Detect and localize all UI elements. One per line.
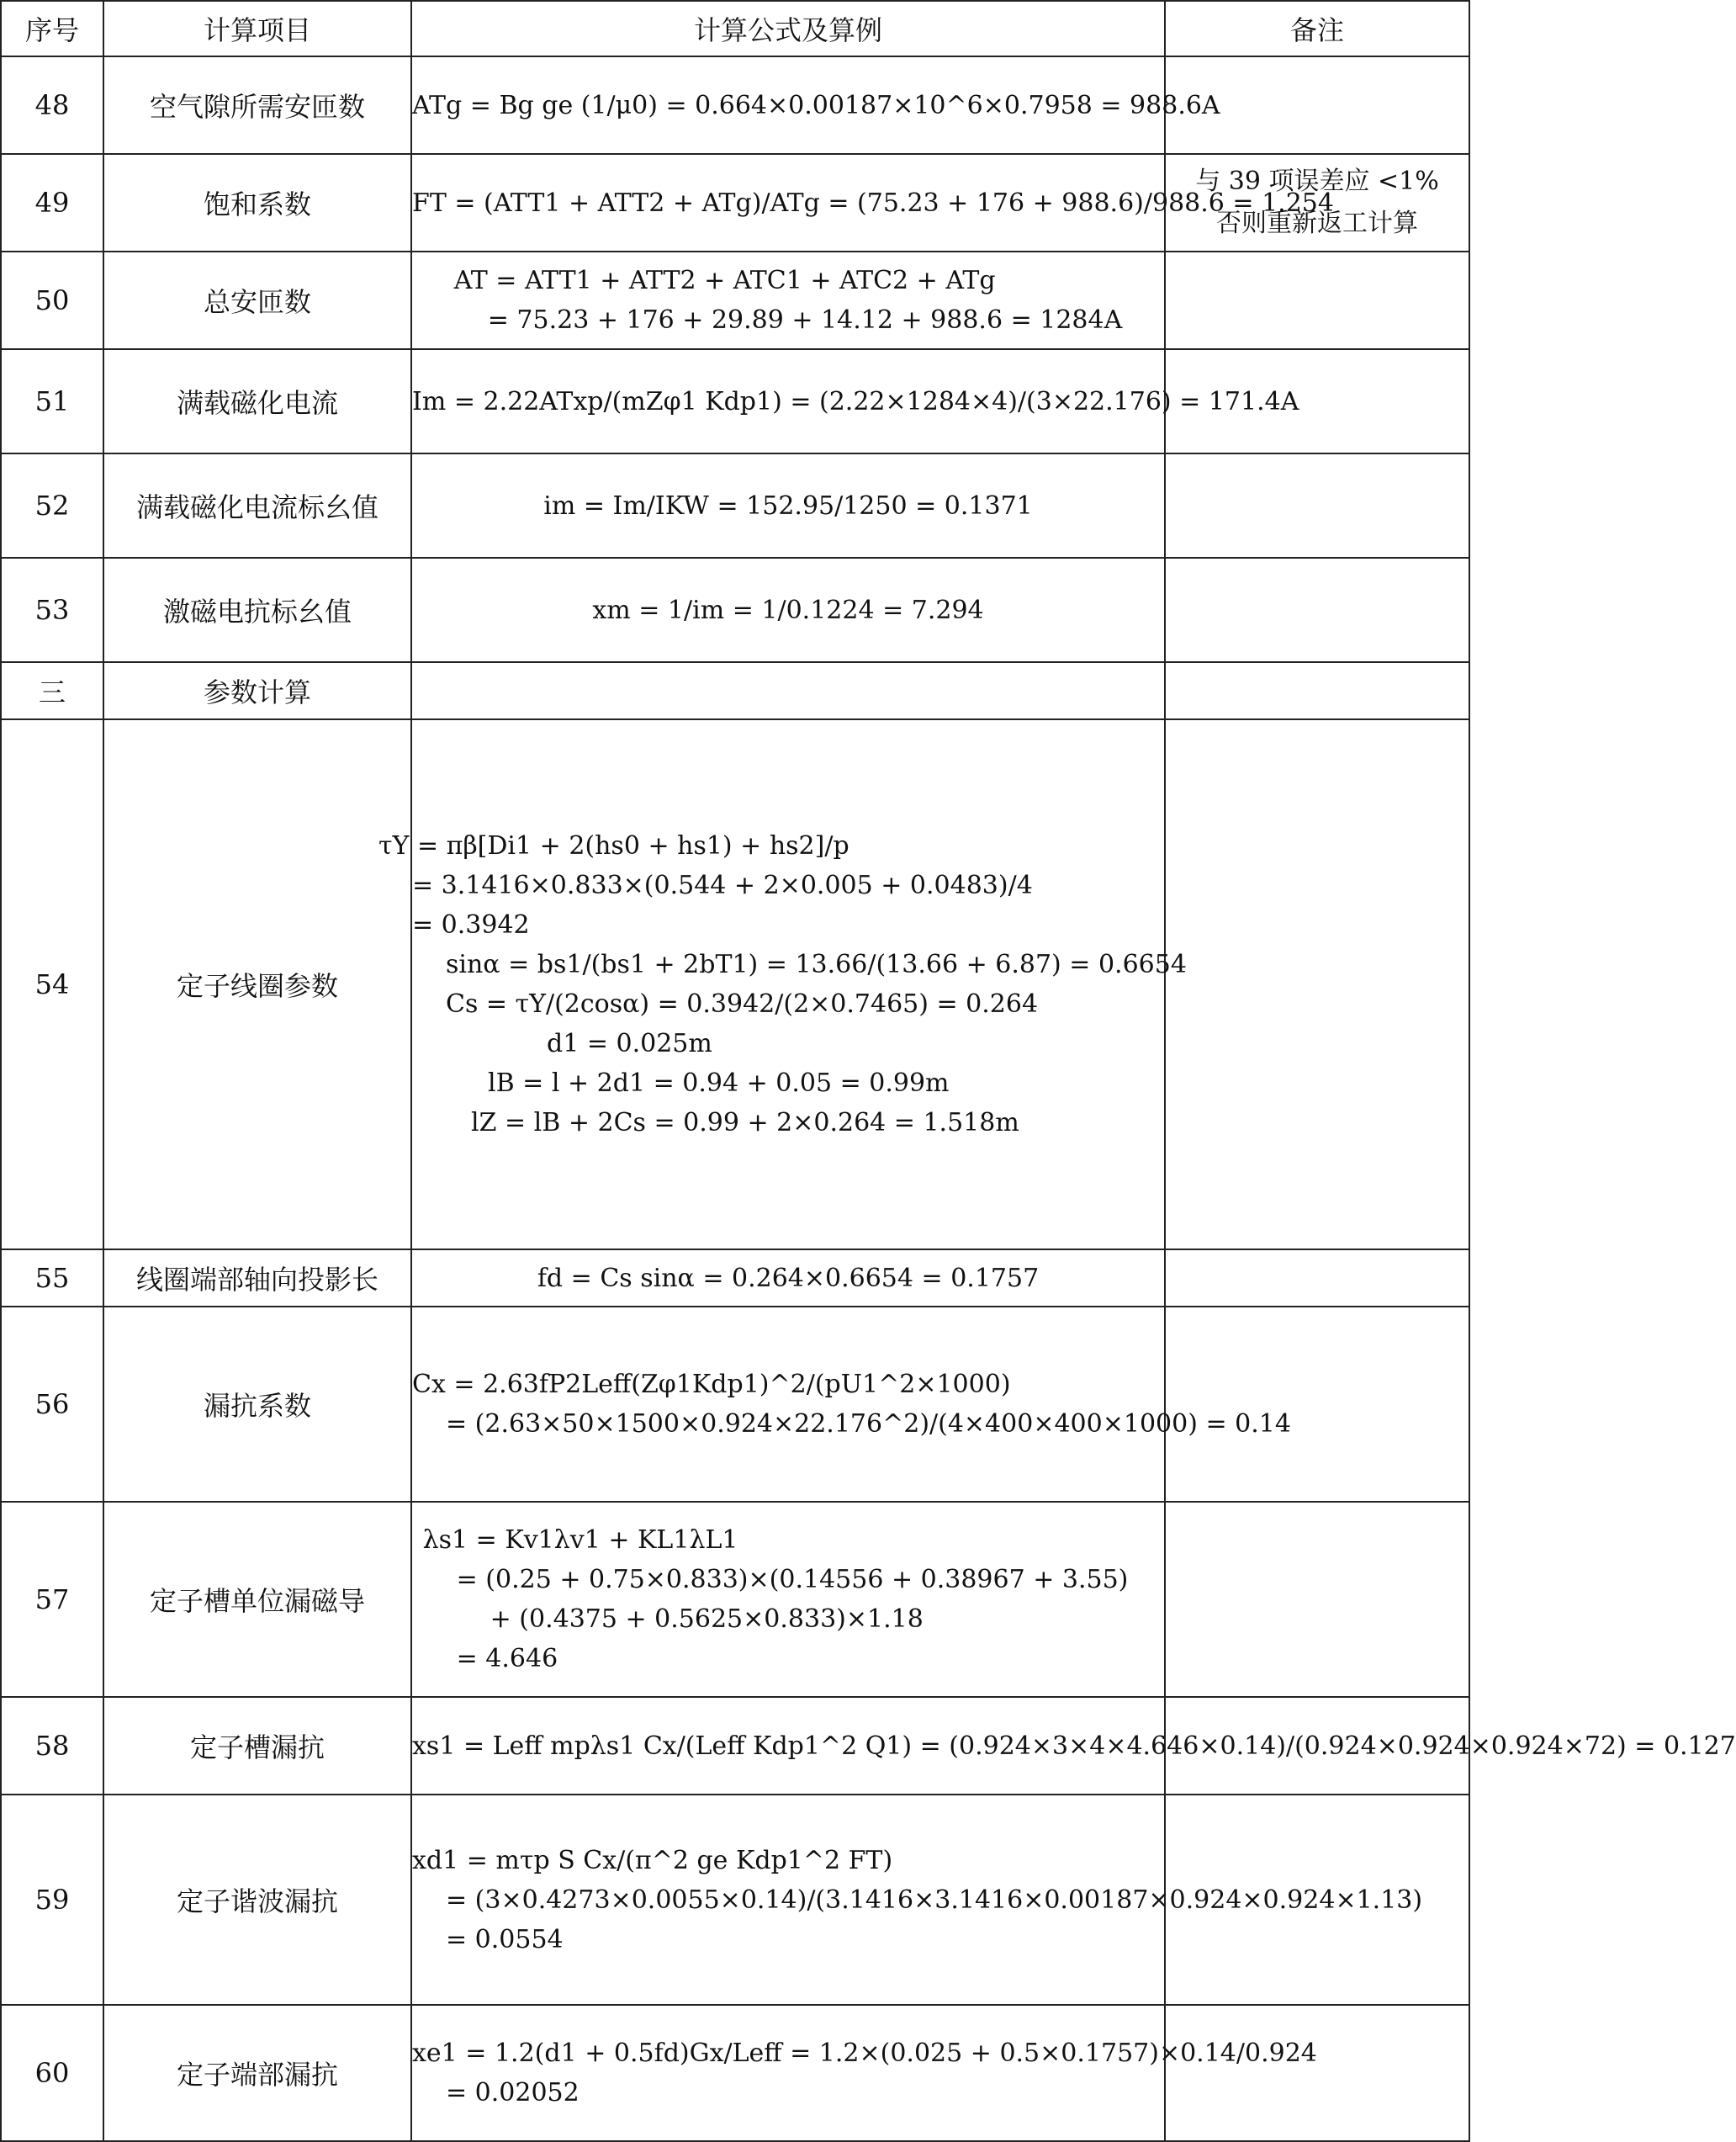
formula-line: AT = ATT1 + ATT2 + ATC1 + ATC2 + ATg — [453, 266, 996, 295]
row-item: 定子槽漏抗 — [103, 1697, 411, 1795]
formula-line: = (0.25 + 0.75×0.833)×(0.14556 + 0.38967 + 3.55) — [456, 1565, 1129, 1594]
formula-line: = (2.63×50×1500×0.924×22.176^2)/(4×400×400×1000) = 0.14 — [446, 1409, 1291, 1439]
table-row — [1, 1249, 1469, 1307]
row-num: 60 — [1, 2005, 103, 2141]
formula-line: = (3×0.4273×0.0055×0.14)/(3.1416×3.1416×0.00187×0.924×0.924×1.13) — [446, 1885, 1423, 1915]
formula-block — [412, 2033, 1317, 2113]
row-item: 满载磁化电流标幺值 — [103, 453, 411, 558]
row-formula — [411, 453, 1165, 558]
row-item: 定子端部漏抗 — [103, 2005, 411, 2141]
row-formula — [411, 56, 1220, 154]
section-row — [1, 662, 1469, 719]
table-row — [1, 56, 1469, 154]
row-num: 51 — [1, 349, 103, 453]
row-num: 52 — [1, 453, 103, 558]
table-row — [1, 2005, 1469, 2141]
formula-line: = 0.0554 — [446, 1924, 564, 1954]
formula-block — [423, 1520, 1129, 1678]
formula-line: xs1 = Leff mpλs1 Cx/(Leff Kdp1^2 Q1) = (0.924×3×4×4.646×0.14)/(0.924×0.924×0.924×72) = 0.127 — [412, 1731, 1736, 1761]
table-row — [1, 252, 1469, 349]
formula-line: d1 = 0.025m — [547, 1029, 712, 1058]
row-note — [1165, 662, 1469, 719]
row-num: 49 — [1, 154, 103, 252]
header-formula: 计算公式及算例 — [411, 1, 1165, 56]
row-note — [1165, 453, 1469, 558]
row-formula — [411, 1502, 1165, 1697]
formula-line: FT = (ATT1 + ATT2 + ATg)/ATg = (75.23 + 176 + 988.6)/988.6 = 1.254 — [412, 188, 1334, 218]
formula-line: lZ = lB + 2Cs = 0.99 + 2×0.264 = 1.518m — [471, 1108, 1019, 1137]
row-formula — [411, 1697, 1736, 1795]
row-item: 定子谐波漏抗 — [103, 1795, 411, 2005]
formula-block — [454, 261, 1123, 340]
formula-line: = 3.1416×0.833×(0.544 + 2×0.005 + 0.0483)/4 — [412, 871, 1033, 900]
row-num: 53 — [1, 558, 103, 662]
table-row — [1, 349, 1469, 453]
formula-block — [537, 1259, 1039, 1298]
formula-line: = 0.02052 — [446, 2078, 580, 2108]
formula-line: xe1 = 1.2(d1 + 0.5fd)Gx/Leff = 1.2×(0.025 + 0.5×0.1757)×0.14/0.924 — [412, 2039, 1317, 2068]
formula-line: = 0.3942 — [412, 910, 530, 940]
row-formula — [411, 349, 1299, 453]
formula-line: = 4.646 — [456, 1644, 558, 1673]
row-item: 空气隙所需安匝数 — [103, 56, 411, 154]
note-text: 与 39 项误差应 <1% 否则重新返工计算 — [1195, 167, 1439, 238]
row-note — [1165, 1249, 1469, 1307]
formula-block — [412, 382, 1299, 422]
formula-line: τY = πβ[Di1 + 2(hs0 + hs1) + hs2]/p — [378, 831, 849, 861]
row-note — [1165, 1502, 1469, 1697]
formula-line: im = Im/IKW = 152.95/1250 = 0.1371 — [543, 490, 1033, 521]
row-num: 57 — [1, 1502, 103, 1697]
row-formula — [411, 1249, 1165, 1307]
formula-line: λs1 = Kv1λv1 + KL1λL1 — [422, 1525, 738, 1555]
row-num: 54 — [1, 719, 103, 1249]
table-row — [1, 1307, 1469, 1502]
row-formula — [411, 252, 1165, 349]
row-item: 满载磁化电流 — [103, 349, 411, 453]
row-item: 定子线圈参数 — [103, 719, 411, 1249]
row-num: 48 — [1, 56, 103, 154]
table-row — [1, 453, 1469, 558]
row-item: 饱和系数 — [103, 154, 411, 252]
table-row — [1, 154, 1469, 252]
formula-line: xm = 1/im = 1/0.1224 = 7.294 — [592, 595, 984, 625]
section-title: 参数计算 — [103, 662, 411, 719]
row-formula — [411, 662, 1165, 719]
row-note — [1165, 719, 1469, 1249]
formula-block — [592, 591, 983, 630]
section-num: 三 — [1, 662, 103, 719]
row-formula — [411, 2005, 1317, 2141]
row-num: 56 — [1, 1307, 103, 1502]
row-num: 55 — [1, 1249, 103, 1307]
row-formula — [411, 1795, 1423, 2005]
row-item: 激磁电抗标幺值 — [103, 558, 411, 662]
row-formula — [411, 558, 1165, 662]
row-item: 定子槽单位漏磁导 — [103, 1502, 411, 1697]
formula-block — [412, 1365, 1291, 1444]
row-item: 漏抗系数 — [103, 1307, 411, 1502]
formula-line: Cs = τY/(2cosα) = 0.3942/(2×0.7465) = 0.264 — [446, 989, 1039, 1019]
row-formula — [411, 1307, 1291, 1502]
formula-line: sinα = bs1/(bs1 + 2bT1) = 13.66/(13.66 + 6.87) = 0.6654 — [446, 950, 1187, 979]
row-item: 总安匝数 — [103, 252, 411, 349]
table-header-row — [1, 1, 1469, 56]
row-num: 59 — [1, 1795, 103, 2005]
formula-line: ATg = Bg ge (1/μ0) = 0.664×0.00187×10^6×0.7958 = 988.6A — [412, 90, 1220, 120]
table-row — [1, 1795, 1469, 2005]
formula-block — [378, 826, 1187, 1143]
row-note — [1165, 252, 1469, 349]
table-row — [1, 719, 1469, 1249]
formula-line: fd = Cs sinα = 0.264×0.6654 = 0.1757 — [537, 1263, 1040, 1293]
header-note: 备注 — [1165, 1, 1469, 56]
table-row — [1, 1697, 1469, 1795]
row-formula — [378, 719, 1187, 1249]
row-item: 线圈端部轴向投影长 — [103, 1249, 411, 1307]
formula-line: lB = l + 2d1 = 0.94 + 0.05 = 0.99m — [488, 1068, 950, 1098]
row-num: 50 — [1, 252, 103, 349]
formula-block — [543, 486, 1033, 526]
table-row — [1, 558, 1469, 662]
formula-line: xd1 = mτp S Cx/(π^2 ge Kdp1^2 FT) — [412, 1845, 893, 1875]
header-item: 计算项目 — [103, 1, 411, 56]
formula-block — [412, 86, 1220, 125]
formula-line: Cx = 2.63fP2Leff(Zφ1Kdp1)^2/(pU1^2×1000) — [412, 1370, 1011, 1399]
table-row — [1, 1502, 1469, 1697]
formula-line: + (0.4375 + 0.5625×0.833)×1.18 — [490, 1604, 924, 1634]
formula-block — [412, 1841, 1422, 1959]
row-num: 58 — [1, 1697, 103, 1795]
row-note — [1165, 154, 1469, 252]
formula-line: Im = 2.22ATxp/(mZφ1 Kdp1) = (2.22×1284×4)/(3×22.176) = 171.4A — [412, 386, 1299, 416]
formula-block — [412, 1726, 1736, 1766]
row-note — [1165, 558, 1469, 662]
header-num: 序号 — [1, 1, 103, 56]
formula-line: = 75.23 + 176 + 29.89 + 14.12 + 988.6 = 1284A — [487, 305, 1123, 335]
